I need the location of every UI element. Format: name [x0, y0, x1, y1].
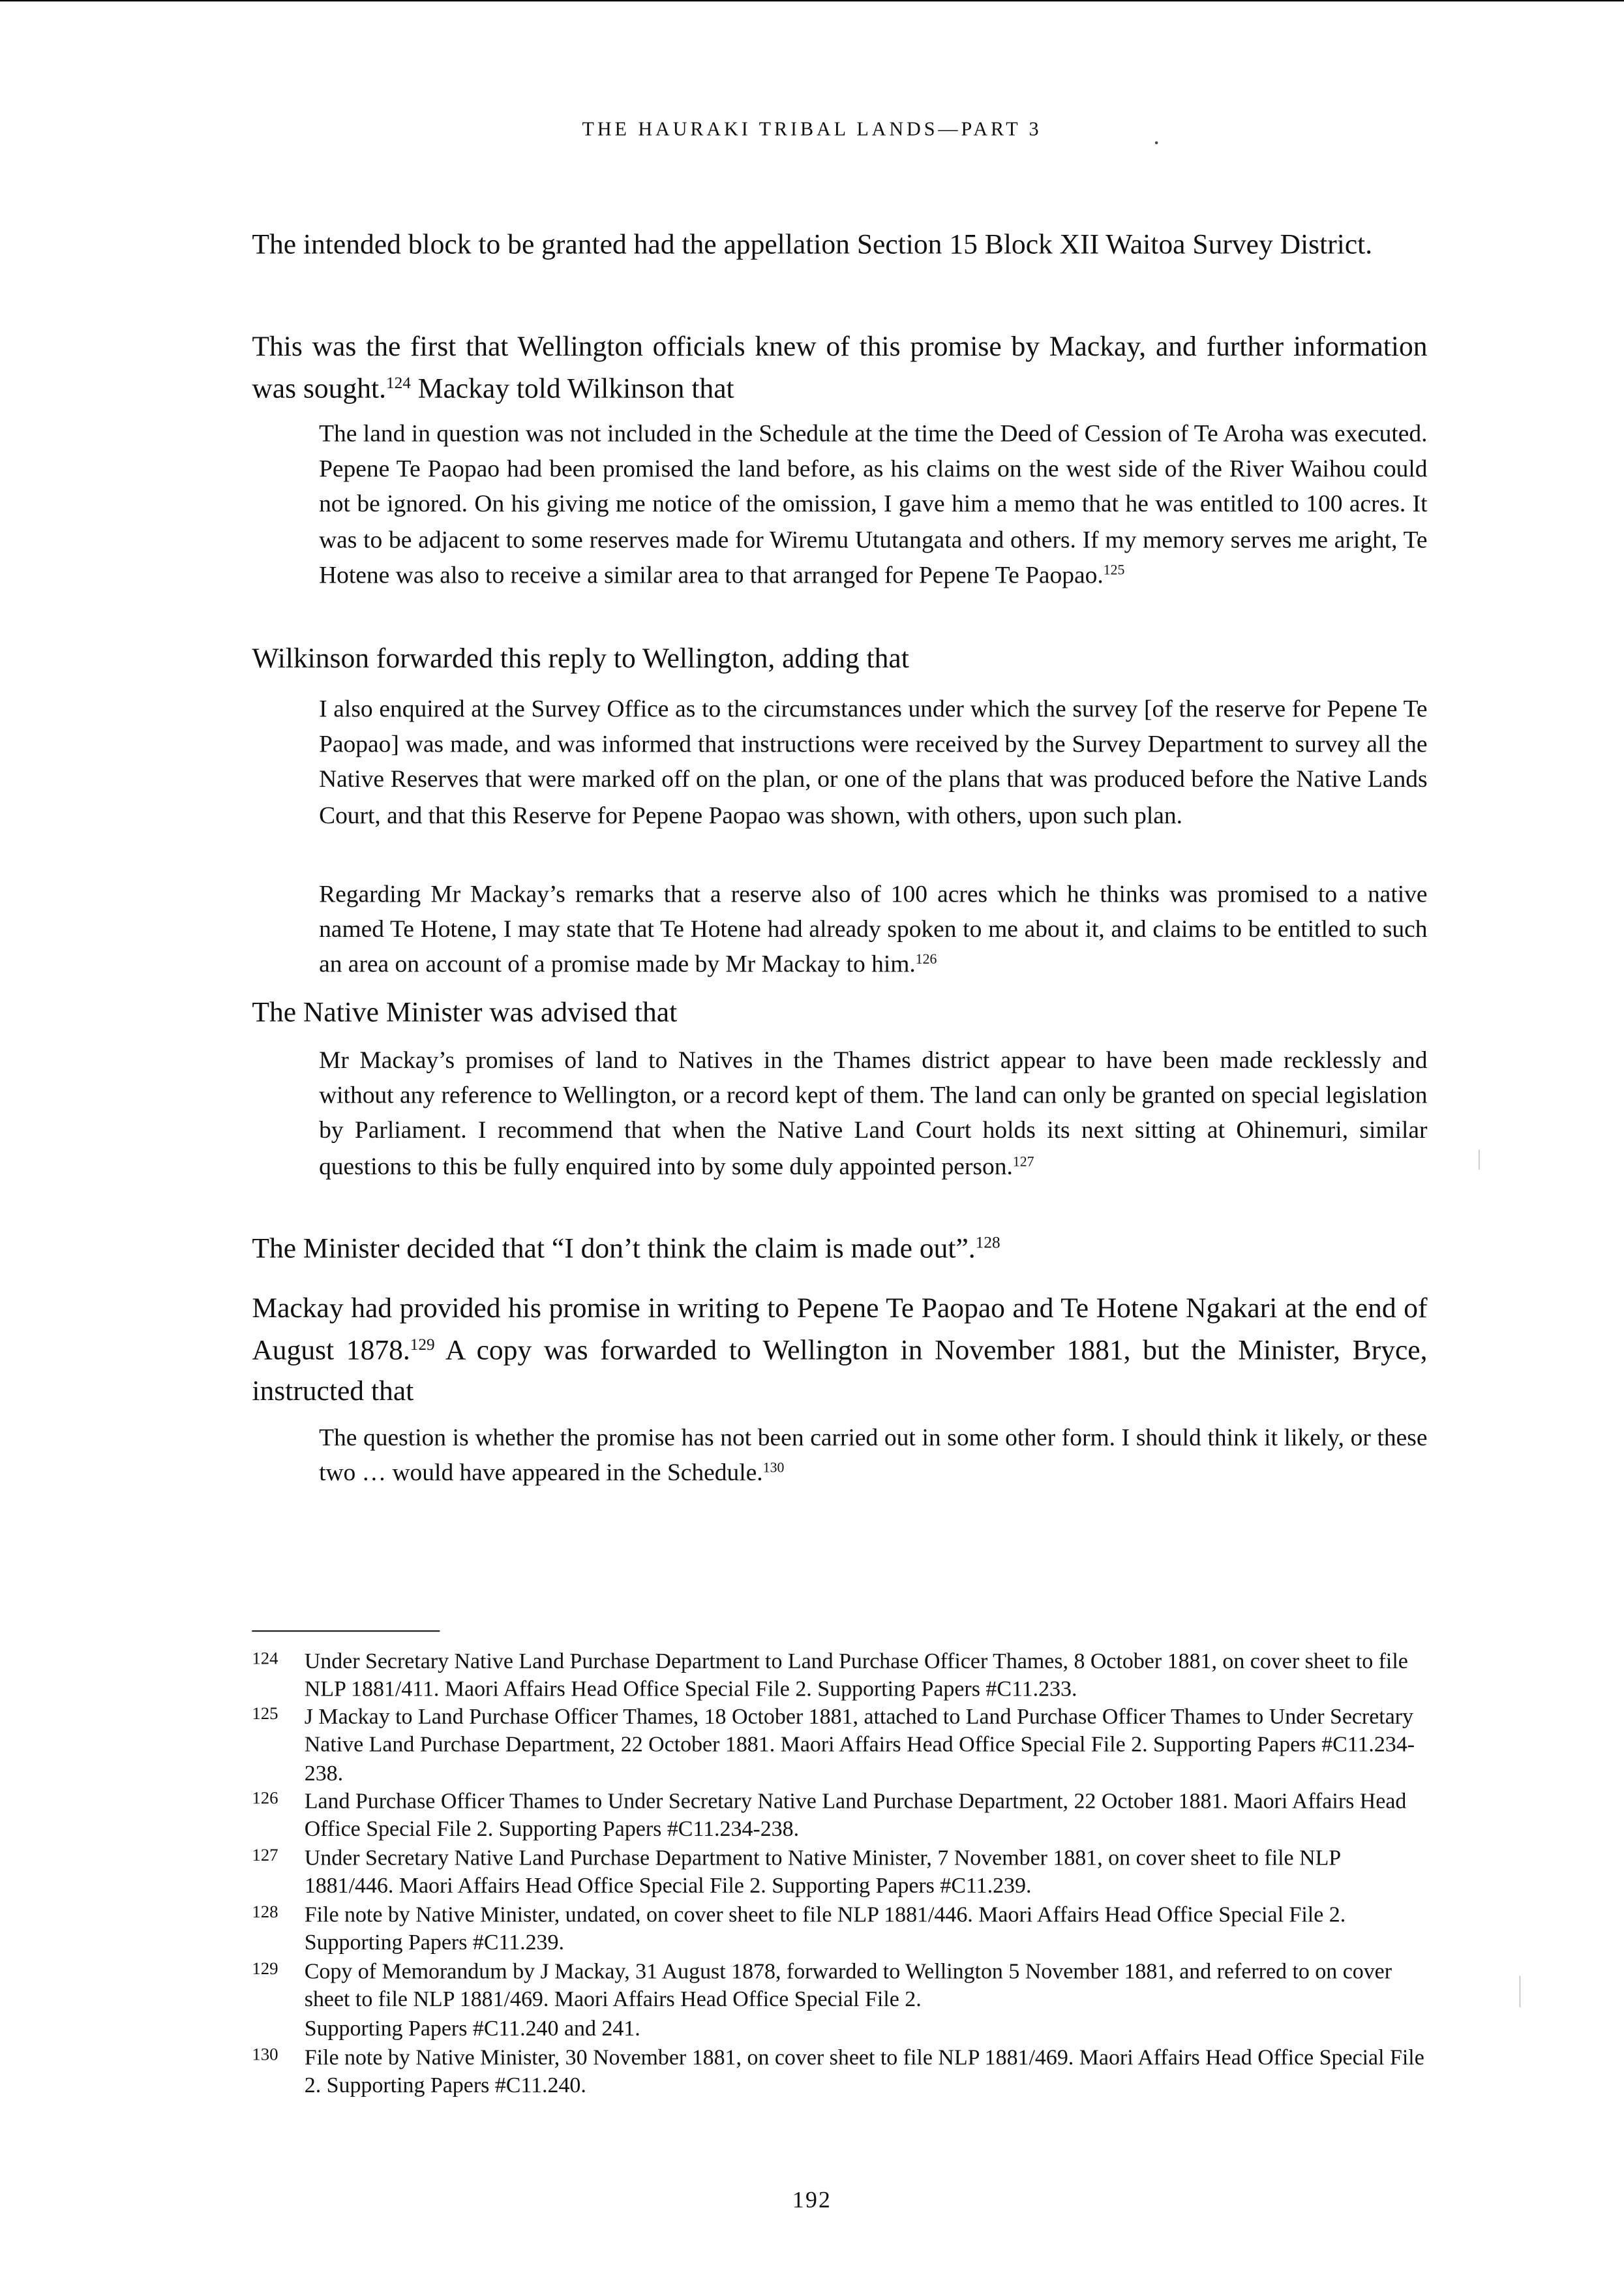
scan-speck	[1155, 142, 1158, 144]
body-paragraph: The Minister decided that “I don’t think the claim is made out”.$^{128}$	[252, 1234, 1000, 1265]
body-paragraph: This was the first that Wellington officials knew of this promise by Mackay, and further information was sought.$^{124}$ Mackay told Wilkinson that	[252, 332, 1428, 404]
footnote	[252, 1648, 1427, 1706]
block-quote: The question is whether the promise has not been carried out in some other form. I should think it likely, or these two … would have appeared in the Schedule.$^{130}$	[319, 1423, 1428, 1487]
scan-speck	[1479, 1150, 1481, 1170]
top-border-line	[0, 0, 1624, 1]
footnote-separator	[252, 1630, 440, 1632]
footnote-number: 127	[252, 1844, 278, 1865]
running-header: THE HAURAKI TRIBAL LANDS—PART 3	[582, 117, 1042, 140]
footnote-number: 126	[252, 1788, 278, 1808]
footnote	[252, 1703, 1427, 1791]
footnote-number: 124	[252, 1647, 278, 1669]
body-paragraph: The intended block to be granted had the appellation Section 15 Block XII Waitoa Survey District.	[252, 230, 1373, 261]
footnote-ref[interactable]: 128	[975, 1234, 1000, 1253]
footnote-number: 128	[252, 1901, 278, 1922]
footnote-text: J Mackay to Land Purchase Officer Thames, 18 October 1881, attached to Land Purchase Officer Thames to Under Secretary Native Land Purchase Department, 22 October 1881. Maori Affairs Head Office Special File 2. Supporting Papers #C11.234-238.	[304, 1704, 1415, 1786]
footnote-text: Under Secretary Native Land Purchase Department to Native Minister, 7 November 1881, on cover sheet to file NLP 1881/446. Maori Affairs Head Office Special File 2. Supporting Papers #C11.239.	[304, 1846, 1340, 1899]
scan-speck	[1519, 1975, 1522, 2007]
body-paragraph: Mackay had provided his promise in writing to Pepene Te Paopao and Te Hotene Ngakari at the end of August 1878.$^{129}$ A copy was forwarded to Wellington in November 1881, but the Minister, Bryce, instructed that	[252, 1294, 1428, 1408]
footnote-ref[interactable]: 124	[386, 374, 411, 392]
body-paragraph: The Native Minister was advised that	[252, 998, 678, 1029]
footnote-text: Under Secretary Native Land Purchase Department to Land Purchase Officer Thames, 8 October 1881, on cover sheet to file NLP 1881/411. Maori Affairs Head Office Special File 2. Supporting Papers #C11.233.	[304, 1649, 1408, 1703]
footnote-text: File note by Native Minister, undated, on cover sheet to file NLP 1881/446. Maori Affairs Head Office Special File 2. Supporting Papers #C11.239.	[304, 1902, 1346, 1956]
footnote	[252, 1788, 1427, 1846]
footnote-number: 125	[252, 1703, 278, 1724]
footnote-text: File note by Native Minister, 30 November 1881, on cover sheet to file NLP 1881/469. Maori Affairs Head Office Special File 2. Supporting Papers #C11.240.	[304, 2045, 1424, 2099]
block-quote: The land in question was not included in the Schedule at the time the Deed of Cession of Te Aroha was executed. Pepene Te Paopao had been promised the land before, as his claims on the west side of the River Waihou could not be ignored. On his giving me notice of the omission, I gave him a memo that he was entitled to 100 acres. It was to be adjacent to some reserves made for Wiremu Ututangata and others. If my memory serves me aright, Te Hotene was also to receive a similar area to that arranged for Pepene Te Paopao.$^{125}$	[319, 419, 1428, 588]
body-paragraph: Wilkinson forwarded this reply to Wellington, adding that	[252, 644, 909, 675]
block-quote: I also enquired at the Survey Office as to the circumstances under which the survey [of the reserve for Pepene Te Paopao] was made, and was informed that instructions were received by the Survey Department to survey all the Native Reserves that were marked off on the plan, or one of the plans that was produced before the Native Lands Court, and that this Reserve for Pepene Paopao was shown, with others, upon such plan.	[319, 695, 1428, 829]
footnote-text: Land Purchase Officer Thames to Under Secretary Native Land Purchase Department, 22 October 1881. Maori Affairs Head Office Special File 2. Supporting Papers #C11.234-238.	[304, 1789, 1407, 1842]
footnote	[252, 1844, 1427, 1902]
footnote-ref[interactable]: 129	[410, 1335, 435, 1354]
footnote-number: 130	[252, 2044, 278, 2065]
footnote	[252, 1901, 1427, 1959]
footnote-ref[interactable]: 125	[1103, 562, 1125, 579]
footnote	[252, 2044, 1427, 2102]
block-quote: Regarding Mr Mackay’s remarks that a reserve also of 100 acres which he thinks was promised to a native named Te Hotene, I may state that Te Hotene had already spoken to me about it, and claims to be entitled to such an area on account of a promise made by Mr Mackay to him.$^{126}$	[319, 879, 1428, 979]
footnote-number: 129	[252, 1958, 278, 1979]
footnote-ref[interactable]: 126	[915, 952, 937, 969]
footnote	[252, 1958, 1427, 2045]
footnote-ref[interactable]: 127	[1012, 1153, 1034, 1170]
footnote-ref[interactable]: 130	[762, 1460, 785, 1477]
page-number: 192	[792, 2188, 832, 2214]
footnote-text: Copy of Memorandum by J Mackay, 31 August 1878, forwarded to Wellington 5 November 1881, and referred to on cover sheet to file NLP 1881/469. Maori Affairs Head Office Special File 2. Supporting Papers #C11.240 and 241.	[304, 1959, 1392, 2041]
block-quote: Mr Mackay’s promises of land to Natives in the Thames district appear to have been made recklessly and without any reference to Wellington, or a record kept of them. The land can only be granted on special legislation by Parliament. I recommend that when the Native Land Court holds its next sitting at Ohinemuri, similar questions to this be fully enquired into by some duly appointed person.$^{127}$	[319, 1046, 1428, 1180]
